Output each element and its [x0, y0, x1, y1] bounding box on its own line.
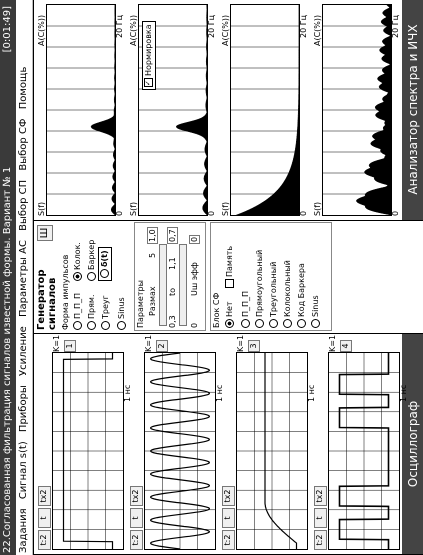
osc-k-selector[interactable]: 3 — [248, 340, 260, 352]
radio-selected-icon — [73, 272, 82, 281]
menu-item-gain[interactable]: Усиление — [18, 326, 29, 376]
osc-zoom-double-button[interactable]: tx2 — [38, 486, 51, 506]
osc-plot-svg — [145, 353, 215, 549]
pulse-option-sinus[interactable] — [116, 297, 128, 330]
spectrum-freq-label: 20 Гц — [115, 14, 124, 38]
spectrum-ac-label: А(С(%)) — [221, 14, 230, 46]
filter-option-triangle[interactable] — [268, 262, 280, 328]
osc-plot — [236, 352, 308, 550]
params-label: Параметры — [136, 280, 145, 328]
spectrum-ac-label: А(С(%)) — [313, 14, 322, 46]
option-label: Прям. — [87, 294, 96, 319]
option-label: Код Баркера — [297, 263, 306, 317]
option-label: Sinus — [311, 295, 320, 317]
oscilloscope-title: Осциллограф — [402, 334, 423, 554]
osc-plot — [328, 352, 400, 550]
oscilloscope-panel — [33, 333, 423, 555]
pulse-option-rect[interactable] — [86, 295, 98, 330]
ush-label: Uш эфф — [190, 262, 199, 296]
pulse-option-triangle[interactable] — [100, 295, 112, 330]
pulse-option-barker[interactable] — [86, 240, 98, 281]
osc-time-label: 1 нс — [215, 384, 224, 402]
osc-zoom-reset-button[interactable]: t — [222, 508, 235, 528]
param-value-5: 0 — [190, 322, 199, 328]
menu-item-select-sp[interactable]: Выбор СП — [18, 179, 29, 231]
spectrum-panel-4 — [312, 2, 402, 218]
option-label: Нет — [225, 301, 234, 317]
to-label: to — [168, 287, 177, 296]
radio-icon — [100, 269, 109, 278]
session-timer: [0:01:49] — [2, 6, 13, 53]
radio-icon — [241, 319, 250, 328]
spectrum-panel-3 — [220, 2, 310, 218]
spectrum-s-label: S(f) — [129, 201, 138, 216]
analyzer-title: Анализатор спектра и ИЧХ — [402, 0, 423, 220]
osc-zoom-double-button[interactable]: tx2 — [130, 486, 143, 506]
spectrum-s-label: S(f) — [37, 201, 46, 216]
generator-icon-button[interactable]: Ш — [37, 225, 53, 241]
spectrum-zero-label: 0 — [207, 210, 216, 216]
osc-zoom-reset-button[interactable]: t — [38, 508, 51, 528]
osc-zoom-double-button[interactable]: tx2 — [314, 486, 327, 506]
filter-option-sinus[interactable] — [310, 295, 322, 328]
param-field-1[interactable]: 1,0 — [148, 229, 157, 242]
params-group — [134, 222, 206, 331]
filter-option-rect[interactable] — [254, 250, 266, 328]
osc-zoom-half-button[interactable]: t:2 — [130, 530, 143, 550]
filter-option-ppp[interactable] — [240, 291, 252, 328]
spectrum-plot-svg — [231, 5, 299, 215]
spectrum-zero-label: 0 — [115, 210, 124, 216]
osc-zoom-half-button[interactable]: t:2 — [314, 530, 327, 550]
spectrum-freq-label: 20 Гц — [207, 14, 216, 38]
option-label: δ(t) — [100, 250, 109, 267]
spectrum-panel-2 — [128, 2, 218, 218]
spectrum-s-label: S(f) — [313, 201, 322, 216]
osc-plot — [52, 352, 124, 550]
spectrum-zero-label: 0 — [391, 210, 400, 216]
pulse-option-delta[interactable] — [98, 247, 112, 281]
param-field-6[interactable]: 0 — [190, 236, 199, 242]
spectrum-ac-label: А(С(%)) — [129, 14, 138, 46]
osc-channel-1 — [36, 334, 132, 552]
spectrum-s-label: S(f) — [221, 201, 230, 216]
spectrum-plot — [46, 4, 116, 216]
checkbox-icon — [225, 279, 234, 288]
param-value-2: 0,3 — [168, 315, 177, 328]
title-bar — [0, 0, 16, 555]
spectrum-freq-label: 20 Гц — [391, 14, 400, 38]
osc-channel-4 — [312, 334, 408, 552]
menu-item-ac-params[interactable]: Параметры АС — [18, 240, 29, 317]
radio-icon — [101, 321, 110, 330]
spectrum-plot-svg — [323, 5, 391, 215]
menu-item-select-sf[interactable]: Выбор СФ — [18, 118, 29, 171]
osc-k-selector[interactable]: 2 — [156, 340, 168, 352]
osc-k-selector[interactable]: 1 — [64, 340, 76, 352]
radio-icon — [255, 319, 264, 328]
block-label: Блок СФ — [212, 292, 221, 328]
menu-item-devices[interactable]: Приборы — [18, 385, 29, 433]
menu-item-help[interactable]: Помощь — [18, 66, 29, 110]
spectrum-panel-1 — [36, 2, 126, 218]
option-label: Треугольный — [269, 261, 278, 317]
generator-panel — [33, 220, 423, 334]
osc-channel-3 — [220, 334, 316, 552]
pulse-shape-label: Форма импульсов — [61, 254, 70, 330]
checkbox-checked-icon — [144, 78, 153, 87]
razmakh-value: 5 — [148, 252, 157, 258]
normalize-checkbox[interactable] — [142, 21, 156, 90]
memory-checkbox[interactable] — [224, 246, 236, 288]
osc-zoom-reset-button[interactable]: t — [314, 508, 327, 528]
razmakh-label: Размах — [148, 286, 157, 316]
razmakh-slider[interactable] — [159, 244, 167, 326]
osc-channel-2 — [128, 334, 224, 552]
spectrum-analyzer-panel — [33, 0, 423, 221]
checkbox-label: Память — [225, 245, 234, 277]
spectrum-plot — [322, 4, 392, 216]
pulse-option-ppp[interactable] — [72, 293, 84, 330]
osc-plot-svg — [53, 353, 123, 549]
osc-zoom-half-button[interactable]: t:2 — [222, 530, 235, 550]
to-slider[interactable] — [179, 244, 187, 326]
pulse-option-bell[interactable] — [72, 242, 84, 281]
menu-bar — [16, 0, 33, 555]
radio-icon — [311, 319, 320, 328]
radio-icon — [297, 319, 306, 328]
option-label: Колокольный — [283, 260, 292, 317]
osc-zoom-half-button[interactable]: t:2 — [38, 530, 51, 550]
osc-zoom-double-button[interactable]: tx2 — [222, 486, 235, 506]
osc-k-label: K=1 — [52, 334, 61, 352]
menu-item-signal[interactable]: Сигнал s(t) — [18, 441, 29, 500]
spectrum-plot — [230, 4, 300, 216]
spectrum-freq-label: 20 Гц — [299, 14, 308, 38]
spectrum-plot-svg — [47, 5, 115, 215]
option-label: П_П_П — [241, 290, 250, 317]
menu-item-tasks[interactable]: Задания — [18, 508, 29, 553]
param-value-3: 1,1 — [168, 257, 177, 270]
osc-plot-svg — [329, 353, 399, 549]
radio-icon — [73, 321, 82, 330]
spectrum-zero-label: 0 — [299, 210, 308, 216]
filter-option-barker[interactable] — [296, 263, 308, 328]
radio-icon — [283, 319, 292, 328]
option-label: Баркер — [87, 239, 96, 270]
option-label: Треуг — [101, 295, 110, 319]
osc-time-label: 1 нс — [307, 384, 316, 402]
osc-k-selector[interactable]: 4 — [340, 340, 352, 352]
checkbox-label: Нормировка — [144, 24, 153, 76]
option-label: Колок. — [73, 242, 82, 270]
osc-time-label: 1 нс — [123, 384, 132, 402]
radio-icon — [87, 272, 96, 281]
generator-title: Генератор сигналов — [36, 269, 58, 330]
osc-time-label: 1 нс — [399, 384, 408, 402]
radio-icon — [269, 319, 278, 328]
osc-plot — [144, 352, 216, 550]
option-label: П_П_П — [73, 292, 82, 319]
filter-option-bell[interactable] — [282, 260, 294, 328]
matched-filter-group — [210, 222, 332, 331]
radio-icon — [117, 321, 126, 330]
radio-selected-icon — [225, 319, 234, 328]
option-label: Sinus — [117, 297, 126, 319]
filter-option-none[interactable] — [224, 301, 236, 328]
option-label: Прямоугольный — [255, 249, 264, 317]
spectrum-ac-label: А(С(%)) — [37, 14, 46, 46]
osc-k-label: K=1 — [328, 334, 337, 352]
osc-zoom-reset-button[interactable]: t — [130, 508, 143, 528]
osc-k-label: K=1 — [236, 334, 245, 352]
param-field-4[interactable]: 0,7 — [168, 229, 177, 242]
radio-icon — [87, 321, 96, 330]
window-title: 22.Согласованная фильтрация сигналов известной формы. Вариант № 1 — [2, 166, 13, 553]
osc-k-label: K=1 — [144, 334, 153, 352]
osc-plot-svg — [237, 353, 307, 549]
